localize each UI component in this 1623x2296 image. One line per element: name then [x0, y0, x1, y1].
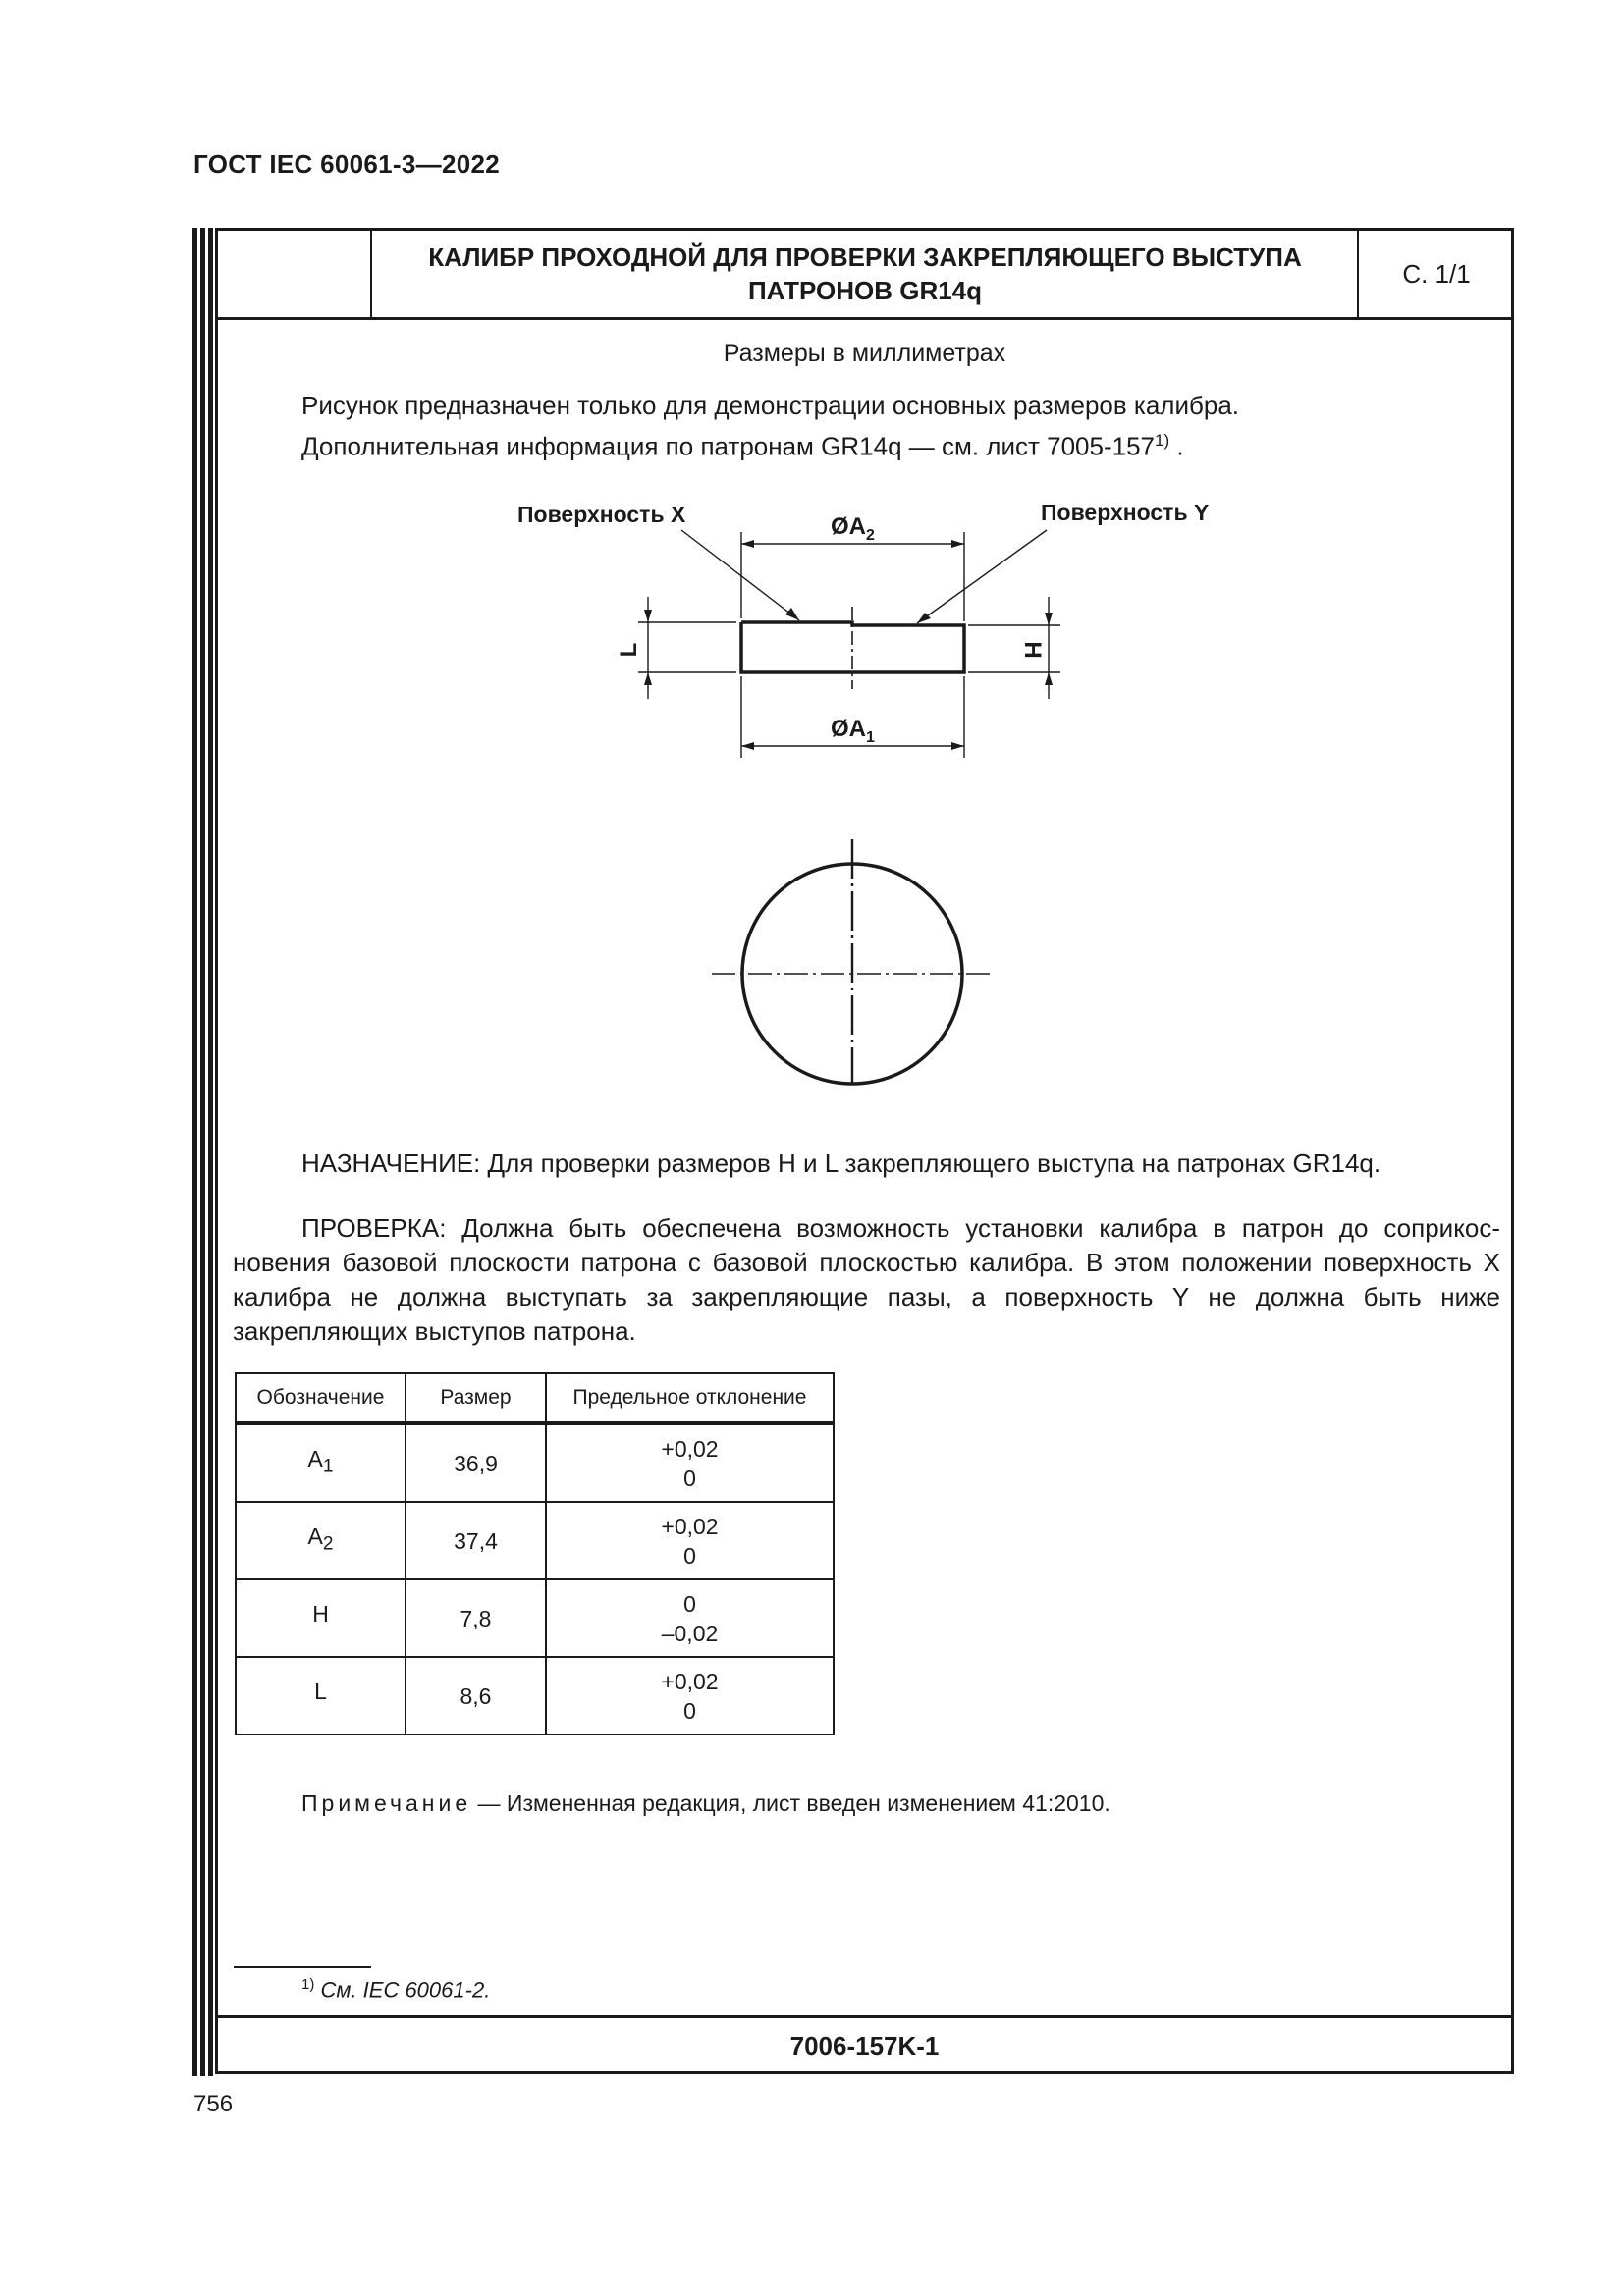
- title-empty-cell: [215, 228, 372, 320]
- cell-size: 37,4: [406, 1502, 546, 1579]
- label-surface-x: Поверхность X: [517, 502, 686, 527]
- sheet-code: 7006-157K-1: [215, 2015, 1514, 2074]
- margin-bar: [192, 228, 197, 2076]
- label-dia-a2: $ØA_2$: [831, 513, 875, 544]
- label-dia-a1: $ØA_1$: [831, 716, 875, 746]
- dimensions-table: [235, 1372, 835, 1735]
- cell-size: 7,8: [406, 1579, 546, 1657]
- note-label: Примечание: [301, 1790, 472, 1816]
- units-note: Размеры в миллиметрах: [723, 340, 1006, 367]
- table-header-size: Размер: [406, 1373, 546, 1423]
- cell-tolerance: +0,02 0: [546, 1423, 834, 1502]
- sheet-title: [374, 228, 1356, 320]
- margin-bar: [200, 228, 205, 2076]
- page-number: 756: [193, 2091, 234, 2117]
- cell-tolerance: +0,02 0: [546, 1502, 834, 1579]
- table-header-symbol: Обозначение: [236, 1373, 406, 1423]
- label-dim-l: L: [616, 642, 642, 658]
- cell-size: 36,9: [406, 1423, 546, 1502]
- sheet-number: С. 1/1: [1357, 228, 1514, 320]
- intro-text: [301, 389, 1480, 464]
- footnote: $^{1)}$ См. IEC 60061-2.: [301, 1976, 491, 2002]
- cell-size: 8,6: [406, 1657, 546, 1735]
- intro-line2: Дополнительная информация по патронам GR14q — см. лист 7005-157$^{1)}$ .: [301, 431, 1184, 461]
- sheet-title-line2: ПАТРОНОВ GR14q: [747, 276, 983, 305]
- margin-bar: [208, 228, 213, 2076]
- table-row: [236, 1579, 834, 1657]
- amendment-note: [301, 1790, 1110, 1817]
- cell-symbol: $A_2$: [236, 1502, 406, 1579]
- cell-tolerance: 0 –0,02: [546, 1579, 834, 1657]
- cell-symbol: H: [236, 1579, 406, 1657]
- table-row: [236, 1502, 834, 1579]
- document-standard-header: ГОСТ IEC 60061-3—2022: [193, 149, 500, 179]
- table-header-tolerance: Предельное отклонение: [546, 1373, 834, 1423]
- purpose-paragraph: НАЗНАЧЕНИЕ: Для проверки размеров H и L закрепляющего выступа на патронах GR14q.: [301, 1148, 1381, 1178]
- footnote-divider: [234, 1966, 371, 1968]
- check-paragraph: ПРОВЕРКА: Должна быть обеспечена возможность установки калибра в патрон до соприкосновения базовой плоскости патрона с базовой плоскостью калибра. В этом положении поверхность X калибра не должна выступать за закрепляющие пазы, а поверхность Y не должна быть ниже закрепляющих выступов патрона.: [233, 1213, 1500, 1346]
- gauge-drawing: [216, 481, 1296, 1109]
- sheet-title-line1: КАЛИБР ПРОХОДНОЙ ДЛЯ ПРОВЕРКИ ЗАКРЕПЛЯЮЩЕГО ВЫСТУПА: [428, 242, 1302, 272]
- cell-tolerance: +0,02 0: [546, 1657, 834, 1735]
- label-surface-y: Поверхность Y: [1041, 500, 1210, 525]
- cell-symbol: L: [236, 1657, 406, 1735]
- table-row: [236, 1657, 834, 1735]
- footnote-reference: 1): [1155, 431, 1170, 450]
- cell-symbol: $A_1$: [236, 1423, 406, 1502]
- label-dim-h: H: [1019, 641, 1046, 659]
- note-text: — Измененная редакция, лист введен изменением 41:2010.: [471, 1790, 1110, 1816]
- table-row: [236, 1423, 834, 1502]
- intro-line1: Рисунок предназначен только для демонстрации основных размеров калибра.: [301, 391, 1240, 420]
